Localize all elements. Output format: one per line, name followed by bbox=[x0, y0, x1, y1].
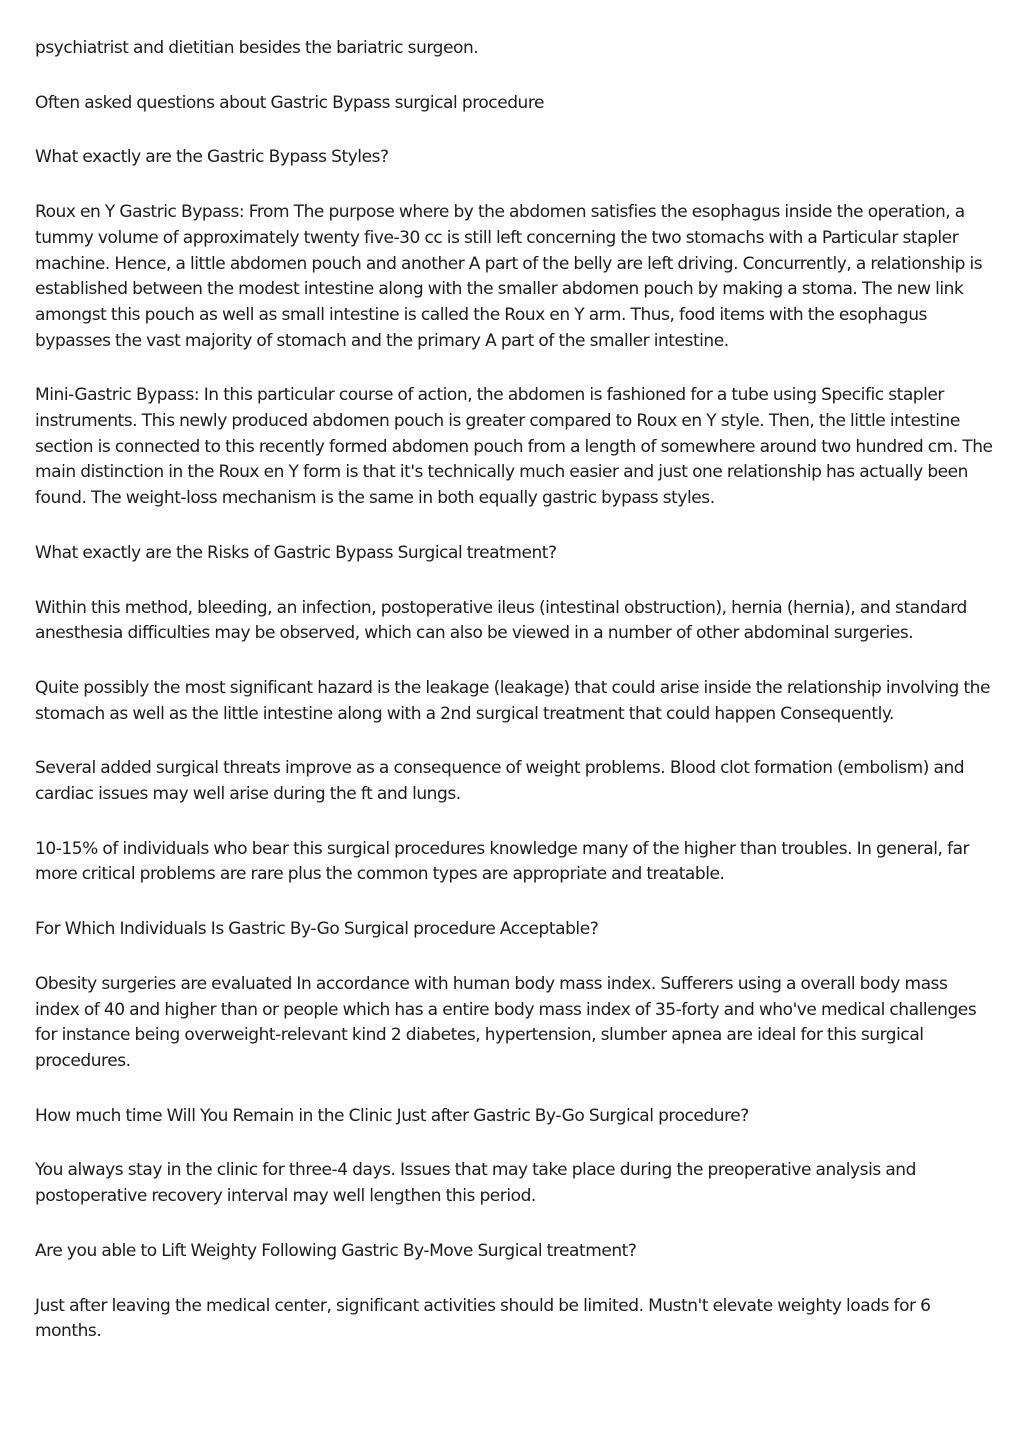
paragraph-hospital-stay: You always stay in the clinic for three-4 days. Issues that may take place during the preoperative analysis and postoperative recovery interval may well lengthen this period. bbox=[35, 1160, 916, 1207]
document-body bbox=[35, 36, 995, 1374]
faq-section-heading: Often asked questions about Gastric Bypass surgical procedure bbox=[35, 92, 545, 113]
question-suitable-individuals: For Which Individuals Is Gastric By-Go Surgical procedure Acceptable? bbox=[35, 919, 599, 940]
question-lifting-weight: Are you able to Lift Weighty Following Gastric By-Move Surgical treatment? bbox=[35, 1240, 637, 1261]
paragraph-complications: Within this method, bleeding, an infection, postoperative ileus (intestinal obstruction), hernia (hernia), and standard anesthesia difficulties may be observed, which can also be viewed in a number of other abdominal surgeries. bbox=[35, 597, 967, 644]
question-bypass-styles: What exactly are the Gastric Bypass Styles? bbox=[35, 147, 389, 168]
paragraph-leakage-hazard: Quite possibly the most significant hazard is the leakage (leakage) that could arise inside the relationship involving the stomach as well as the little intestine along with a 2nd surgical treatment that could happen Consequently. bbox=[35, 677, 991, 724]
paragraph-lifting-weight: Just after leaving the medical center, significant activities should be limited. Mustn't elevate weighty loads for 6 months. bbox=[35, 1295, 931, 1342]
paragraph-roux-en-y: Roux en Y Gastric Bypass: From The purpose where by the abdomen satisfies the esophagus inside the operation, a tummy volume of approximately twenty five-30 cc is still left concerning the two stomachs with a Particular stapler machine. Hence, a little abdomen pouch and another A part of the belly are left driving. Concurrently, a relationship is established between the modest intestine along with the smaller abdomen pouch by making a stoma. The new link amongst this pouch as well as small intestine is called the Roux en Y arm. Thus, food items with the esophagus bypasses the vast majority of stomach and the primary A part of the smaller intestine. bbox=[35, 202, 983, 351]
paragraph-complication-rate: 10-15% of individuals who bear this surgical procedures knowledge many of the higher than troubles. In general, far more critical problems are rare plus the common types are appropriate and treatable. bbox=[35, 838, 970, 885]
paragraph-intro-continuation: psychiatrist and dietitian besides the bariatric surgeon. bbox=[35, 38, 479, 58]
paragraph-body-mass-index: Obesity surgeries are evaluated In accordance with human body mass index. Sufferers using a overall body mass index of 40 and higher than or people which has a entire body mass index of 35-forty and who've medical challenges for instance being overweight-relevant kind 2 diabetes, hypertension, slumber apnea are ideal for this surgical procedures. bbox=[35, 973, 977, 1071]
question-hospital-stay: How much time Will You Remain in the Clinic Just after Gastric By-Go Surgical procedure? bbox=[35, 1105, 749, 1126]
paragraph-mini-gastric-bypass: Mini-Gastric Bypass: In this particular course of action, the abdomen is fashioned for a tube using Specific stapler instruments. This newly produced abdomen pouch is greater compared to Roux en Y style. Then, the little intestine section is connected to this recently formed abdomen pouch from a length of somewhere around two hundred cm. The main distinction in the Roux en Y form is that it's technically much easier and just one relationship has actually been found. The weight-loss mechanism is the same in both equally gastric bypass styles. bbox=[35, 385, 993, 509]
question-risks: What exactly are the Risks of Gastric Bypass Surgical treatment? bbox=[35, 542, 557, 563]
paragraph-added-threats: Several added surgical threats improve as a consequence of weight problems. Blood clot formation (embolism) and cardiac issues may well arise during the ft and lungs. bbox=[35, 758, 965, 805]
